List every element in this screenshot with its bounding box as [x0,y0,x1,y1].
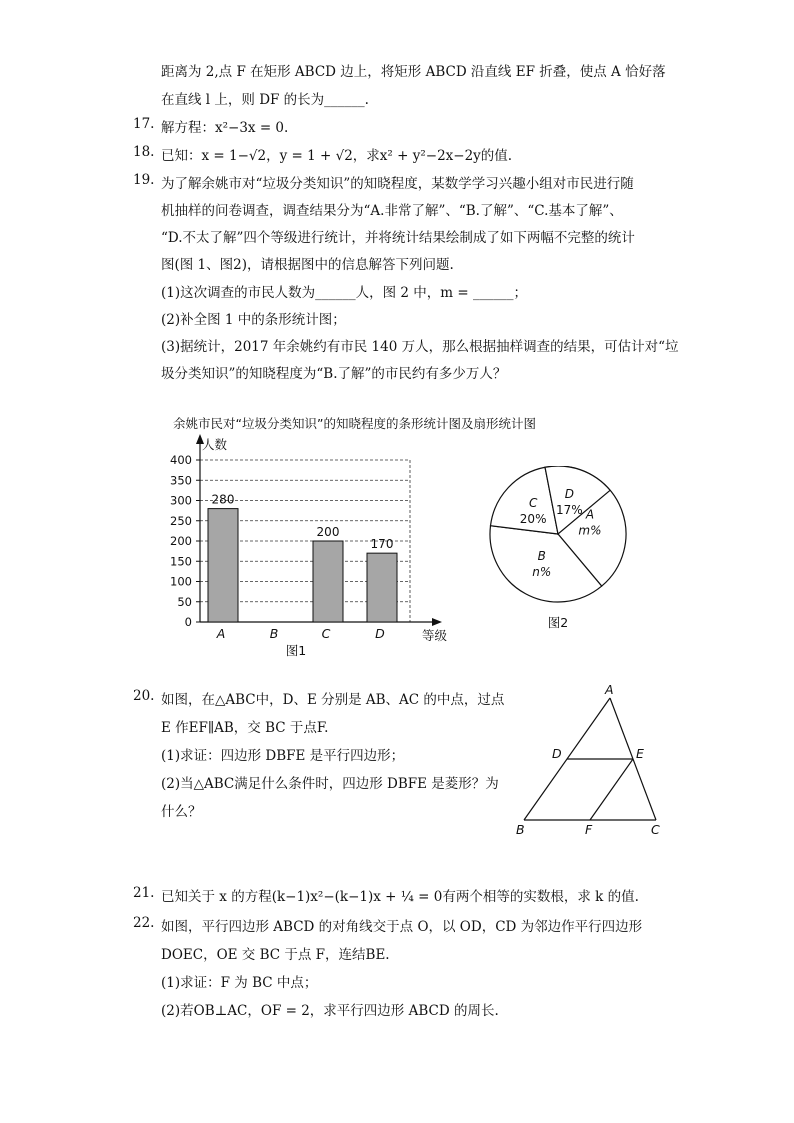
label-F: F [585,822,593,837]
q20-sub-2a: (2)当△ABC满足什么条件时，四边形 DBFE 是菱形？为 [161,776,499,792]
x-tick-label: C [321,626,331,641]
bar-chart-caption: 图1 [285,643,307,658]
q18-text: 已知：x = 1−√2，y = 1 + √2，求x² + y²−2x−2y的值. [161,148,513,164]
q16-line-1: 距离为 2,点 F 在矩形 ABCD 边上，将矩形 ABCD 沿直线 EF 折叠，使点 A 恰好落 [161,64,666,80]
segment-EF [590,759,633,820]
q22-number: 22. [133,915,155,931]
bar-value-label: 170 [370,537,394,552]
q22-sub-2: (2)若OB⊥AC，OF = 2，求平行四边形 ABCD 的周长. [161,1003,499,1019]
bar-D [367,553,397,622]
q19-sub-3a: (3)据统计，2017 年余姚约有市民 140 万人，那么根据抽样调查的结果，可估计对“垃 [161,339,679,355]
y-axis-label: 人数 [202,437,228,452]
pie-slice-name: A [585,507,595,522]
q19-line-2: 机抽样的问卷调查，调查结果分为“A.非常了解”、“B.了解”、“C.基本了解”、 [161,203,623,219]
y-tick-label: 100 [170,574,192,589]
x-tick-label: B [269,626,279,641]
pie-slice-label: n% [532,564,552,579]
q19-line-1: 为了解余姚市对“垃圾分类知识”的知晓程度，某数学学习兴趣小组对市民进行随 [161,176,634,192]
label-E: E [636,746,644,761]
q19-line-3: “D.不太了解”四个等级进行统计，并将统计结果绘制成了如下两幅不完整的统计 [161,230,635,246]
pie-chart [480,466,640,636]
q20-sub-2b: 什么？ [161,804,202,820]
pie-slice-label: m% [578,523,602,538]
y-tick-label: 350 [170,473,192,488]
q17-text: 解方程：x²−3x = 0. [161,120,289,136]
y-tick-label: 50 [177,594,192,609]
bar-value-label: 200 [316,525,340,539]
q22-line-1: 如图，平行四边形 ABCD 的对角线交于点 O，以 OD，CD 为邻边作平行四边形 [161,919,643,935]
y-tick-label: 150 [170,554,192,569]
bar-value-label: 280 [211,492,235,507]
q20-line-1: 如图，在△ABC中，D、E 分别是 AB、AC 的中点，过点 [161,692,505,708]
pie-chart-caption: 图2 [547,615,569,630]
q19-number: 19. [133,172,155,188]
q17-number: 17. [133,116,155,132]
label-A: A [605,682,614,697]
pie-slice-label: 17% [556,502,583,517]
figure-title: 余姚市民对“垃圾分类知识”的知晓程度的条形统计图及扇形统计图 [173,416,536,431]
y-tick-label: 400 [170,453,192,467]
x-tick-label: D [375,626,385,641]
q16-line-2: 在直线 l 上，则 DF 的长为______. [161,92,369,108]
q20-sub-1: (1)求证：四边形 DBFE 是平行四边形； [161,748,405,764]
q21-number: 21. [133,885,155,901]
q22-sub-1: (1)求证：F 为 BC 中点； [161,975,318,991]
x-axis-arrow [432,618,442,626]
q19-sub-3b: 圾分类知识”的知晓程度为“B.了解”的市民约有多少万人？ [161,366,507,382]
y-tick-label: 200 [170,534,192,548]
label-B: B [516,822,525,837]
q20-line-2: E 作EF∥AB，交 BC 于点F. [161,720,329,736]
pie-slice-name: B [537,548,546,563]
bar-A [208,509,238,622]
y-tick-label: 300 [170,493,192,508]
label-D: D [552,746,562,761]
q20-number: 20. [133,688,155,704]
x-tick-label: A [216,626,226,641]
pie-slice-name: D [564,486,574,501]
bar-C [313,541,343,622]
pie-slice-name: C [528,495,538,510]
q21-text: 已知关于 x 的方程(k−1)x²−(k−1)x + ¼ = 0有两个相等的实数根，求 k 的值. [161,889,639,905]
x-axis-label: 等级 [422,628,448,643]
q19-line-4: 图(图 1、图2)，请根据图中的信息解答下列问题. [161,257,454,273]
label-C: C [651,822,660,837]
q19-sub-2: (2)补全图 1 中的条形统计图； [161,312,346,328]
q19-sub-1: (1)这次调查的市民人数为______人，图 2 中，m = ______； [161,285,527,301]
triangle-figure [508,682,678,838]
bar-chart [160,432,460,662]
q22-line-2: DOEC，OE 交 BC 于点 F，连结BE. [161,947,390,963]
y-tick-label: 250 [170,513,192,528]
q18-number: 18. [133,144,155,160]
pie-slice-label: 20% [519,511,547,526]
y-tick-label: 0 [184,615,192,629]
